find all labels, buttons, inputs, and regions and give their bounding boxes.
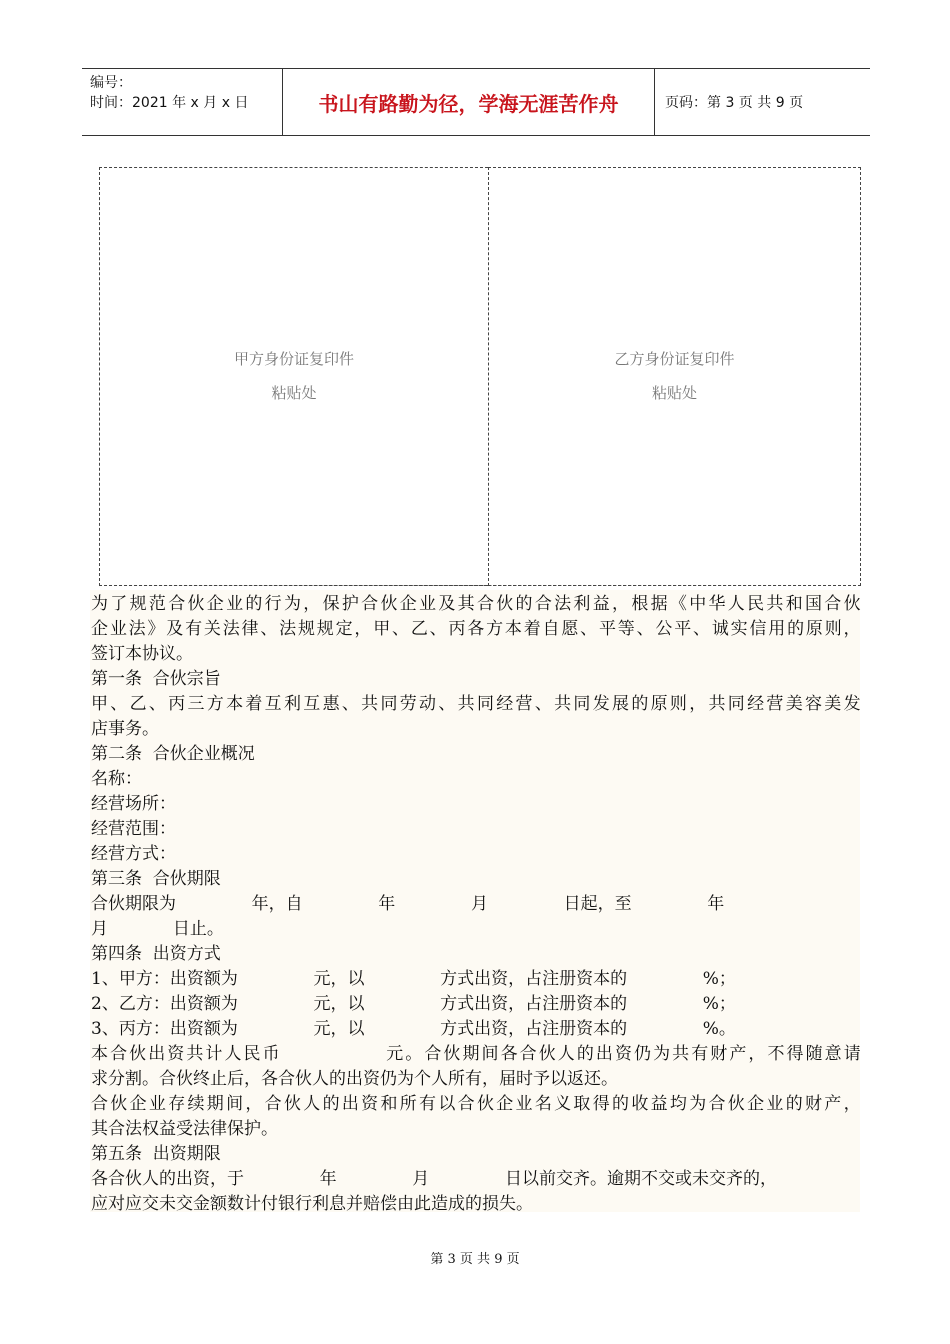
party-a-id-label: 甲方身份证复印件 — [233, 350, 354, 368]
article-4-title: 第四条 出资方式 — [91, 944, 221, 964]
party-b-paste-label: 粘贴处 — [651, 384, 697, 402]
intro-line-3: 签订本协议。 — [91, 644, 193, 664]
page-footer: 第 3 页 共 9 页 — [430, 1252, 520, 1267]
article-1-line-1: 甲 、 乙 、 丙 三 方 本 着 互 利 互 惠 、 共 同 劳 动 、 共 同 经 营 、 共 同 发 展 的 原 则 ， 共 同 经 营 美 容 美 发 — [91, 694, 861, 714]
article-3-line-2: 月 日止。 — [91, 919, 224, 939]
article-4-para-2-line-2: 其合法权益受法律保护。 — [91, 1119, 278, 1139]
contribution-party-a: 1、甲方：出资额为 元，以 方式出资，占注册资本的 %； — [91, 969, 736, 989]
party-a-paste-label: 粘贴处 — [271, 384, 317, 402]
number-label: 编号： — [90, 75, 132, 91]
intro-line-2: 企 业 法 》 及 有 关 法 律 、 法 规 规 定 ， 甲 、 乙 、 丙 各 方 本 着 自 愿 、 平 等 、 公 平 、 诚 实 信 用 的 原 则 ， — [91, 619, 861, 639]
article-5-line-2: 应对应交未交金额数计付银行利息并赔偿由此造成的损失。 — [91, 1194, 533, 1214]
page-info: 页码：第 3 页 共 9 页 — [665, 95, 804, 111]
article-3-title: 第三条 合伙期限 — [91, 869, 221, 889]
time-line: 时间：2021 年 x 月 x 日 — [90, 95, 249, 111]
article-2-title: 第二条 合伙企业概况 — [91, 744, 255, 764]
contribution-party-c: 3、丙方：出资额为 元，以 方式出资，占注册资本的 %。 — [91, 1019, 736, 1039]
field-mode: 经营方式： — [91, 844, 176, 864]
party-a-id-paste-area — [99, 167, 488, 586]
article-1-title: 第一条 合伙宗旨 — [91, 669, 221, 689]
party-b-id-paste-area — [488, 167, 861, 586]
field-place: 经营场所： — [91, 794, 176, 814]
article-4-para-1-line-1: 本 合 伙 出 资 共 计 人 民 币 元 。 合 伙 期 间 各 合 伙 人 的 出 资 仍 为 共 有 财 产 ， 不 得 随 意 请 — [91, 1044, 861, 1064]
article-1-line-2: 店事务。 — [91, 719, 159, 739]
field-scope: 经营范围： — [91, 819, 176, 839]
article-4-para-1-line-2: 求分割。合伙终止后，各合伙人的出资仍为个人所有，届时予以返还。 — [91, 1069, 618, 1089]
field-name: 名称： — [91, 769, 142, 789]
article-5-title: 第五条 出资期限 — [91, 1144, 221, 1164]
article-4-para-2-line-1: 合 伙 企 业 存 续 期 间 ， 合 伙 人 的 出 资 和 所 有 以 合 伙 企 业 名 义 取 得 的 收 益 均 为 合 伙 企 业 的 财 产 ， — [91, 1094, 861, 1114]
page-header — [82, 68, 870, 136]
article-3-line-1: 合伙期限为 年，自 年 月 日起，至 年 — [91, 894, 725, 914]
party-b-id-label: 乙方身份证复印件 — [614, 350, 735, 368]
id-area-bottom-border — [99, 585, 861, 586]
motto: 书山有路勤为径，学海无涯苦作舟 — [282, 69, 655, 135]
article-5-line-1: 各合伙人的出资，于 年 月 日以前交齐。逾期不交或未交齐的， — [91, 1169, 777, 1189]
contribution-party-b: 2、乙方：出资额为 元，以 方式出资，占注册资本的 %； — [91, 994, 736, 1014]
header-meta — [82, 69, 282, 135]
intro-line-1: 为 了 规 范 合 伙 企 业 的 行 为 ， 保 护 合 伙 企 业 及 其 合 伙 的 合 法 利 益 ， 根 据 《 中 华 人 民 共 和 国 合 伙 — [91, 594, 861, 614]
